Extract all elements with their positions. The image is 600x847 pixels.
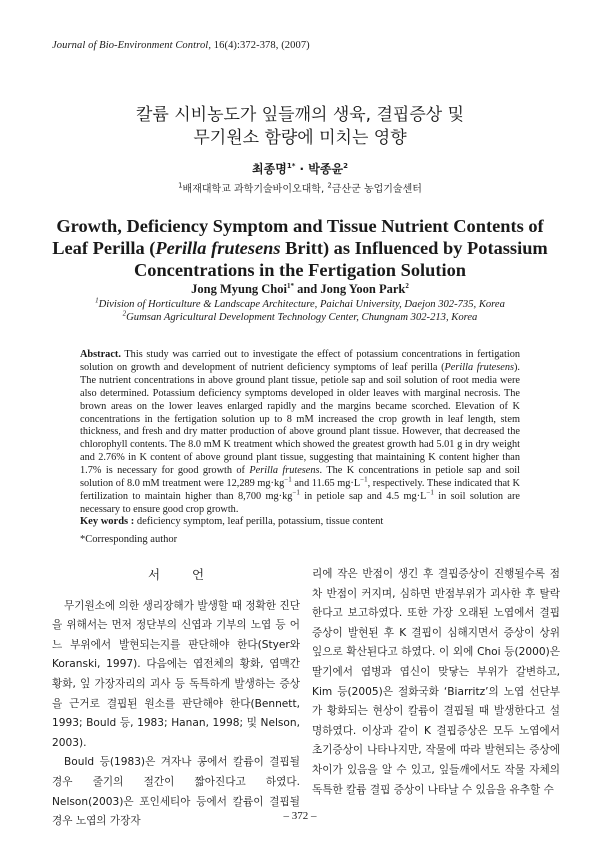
keywords-label: Key words :: [80, 516, 135, 527]
korean-affil2-mark: 2: [327, 181, 332, 190]
english-title-line3: Concentrations in the Fertigation Solution: [133, 260, 467, 280]
abstract-text-3: . The K concentrations in petiole sap and soil solution of 8.0 mM treatment were 12,289 mg·kg: [80, 465, 520, 490]
korean-affil2: 금산군 농업기술센터: [331, 184, 422, 195]
english-title-line1: Growth, Deficiency Symptom and Tissue Nutrient Contents of: [56, 216, 544, 236]
english-author2: Jong Yoon Park: [320, 282, 406, 296]
keywords-text: deficiency symptom, leaf perilla, potassium, tissue content: [134, 516, 384, 527]
english-title-line2a: Leaf Perilla (: [52, 238, 156, 258]
keywords: [80, 516, 520, 527]
korean-author-separator: ·: [295, 162, 309, 176]
english-author1-mark: 1*: [286, 281, 294, 290]
korean-title: [0, 104, 600, 150]
english-title-species: Perilla frutesens: [155, 238, 281, 258]
english-author2-mark: 2: [405, 281, 409, 290]
page-number: – 372 –: [283, 810, 317, 822]
korean-author1: 최종명: [252, 162, 287, 176]
section-heading-introduction: 서 언: [147, 567, 219, 582]
body-paragraph: 무기원소에 의한 생리장해가 발생할 때 정확한 진단을 위해서는 먼저 정단부의 신엽과 기부의 노엽 등 어느 부위에서 발현되는지를 판단해야 한다(Styer와 Koranski, 1997). 다음에는 엽전체의 황화, 엽맥간 황화, 잎 가장자리의 괴사 등 독특하게 발생하는 증상을 근거로 결핍된 원소를 판단해야 한다(Bennett, 1993; Bould 등, 1983; Hanan, 1998; 및 Nelson, 2003).: [52, 599, 300, 749]
korean-title-line1: 칼륨 시비농도가 잎들깨의 생육, 결핍증상 및: [135, 105, 465, 125]
body-paragraph: Bould 등(1983)은 겨자나 콩에서 칼륨이 결핍될 경우 줄기의 절간이 짧아진다고 하였다. Nelson(2003)은 포인세티아 등에서 칼륨이 결핍될 경우 노엽의 가장자: [52, 756, 300, 828]
abstract-species-2: Perilla frutesens: [249, 465, 320, 477]
abstract-species-1: Perilla frutesens: [444, 361, 514, 373]
english-affil2-mark: 2: [122, 309, 127, 318]
abstract-text-4: and 11.65 mg·L: [291, 478, 361, 490]
korean-affiliations: [0, 180, 600, 195]
english-affiliations: [0, 298, 600, 324]
abstract-text-1: This study was carried out to investigate the effect of potassium concentrations in fertigation solution on growth and development of nutrient deficiency symptoms of leaf perilla (: [80, 349, 520, 373]
english-title-line2b: Britt) as Influenced by Potassium: [280, 238, 548, 258]
abstract-unit-exp-c: −1: [292, 488, 300, 497]
korean-authors: [0, 160, 600, 177]
english-affil2: Gumsan Agricultural Development Technology Center, Chungnam 302-213, Korea: [126, 312, 478, 323]
abstract: [80, 349, 520, 517]
korean-author2-mark: 2: [343, 162, 348, 170]
corresponding-author-note: *Corresponding author: [80, 534, 178, 545]
journal-header: [52, 40, 310, 51]
english-title: [40, 215, 560, 281]
english-affil1: Division of Horticulture & Landscape Architecture, Paichai University, Daejon 302-735, Korea: [98, 299, 505, 310]
english-author1: Jong Myung Choi: [191, 282, 287, 296]
abstract-unit-exp-d: −1: [426, 488, 434, 497]
journal-citation: 16(4):372-378, (2007): [213, 40, 310, 51]
body-column-right: [312, 565, 560, 800]
abstract-label: Abstract.: [80, 349, 121, 360]
korean-affil1: 배재대학교 과학기술바이오대학,: [182, 184, 328, 195]
abstract-text-7: in soil solution are necessary to ensure good crop growth.: [80, 490, 520, 515]
korean-affil1-mark: 1: [178, 181, 183, 190]
abstract-unit-exp-a: −1: [284, 475, 292, 484]
english-author-and: and: [293, 282, 321, 296]
abstract-text-6: in petiole sap and 4.5 mg·L: [299, 490, 427, 502]
abstract-text-2: ). The nutrient concentrations in above ground plant tissue, petiole sap and soil solution of root media were also determined. Potassium deficiency symptoms developed in older leaves with marginal necrosis. The brown areas on the lower leaves enlarged rapidly and the margins became scorched. Elevation of K concentrations in the fertigation solution up to 8 mM increased the crop growth in leaf length, stem thickness, and fresh and dry matter production of above ground plant tissue. However, that decreased the chlorophyll contents. The 8.0 mM K treatment which showed the greatest growth had 5.01 g in dry weight and 2.76% in K content of above ground plant tissue, suggesting that maintaining K content higher than 1.7% is necessary for good growth of: [80, 361, 520, 477]
abstract-text-5: , respectively. These indicated that K fertilization to maintain higher than 8,700 mg·kg: [80, 478, 520, 502]
english-affil1-mark: 1: [95, 296, 99, 305]
body-paragraph: 리에 작은 반점이 생긴 후 결핍증상이 진행될수록 점차 반점이 커지며, 심하면 반점부위가 괴사한 후 탈락한다고 보고하였다. 또한 가장 오래된 노엽에서 결핍증상이 발현된 후 K 결핍이 심해지면서 증상이 상위 잎으로 확산된다고 하였다. 이 외에 Choi 등(2000)은 딸기에서 엽병과 엽신이 맞닿는 부위가 갈변하고, Kim 등(2005)은 절화국화 ‘Biarritz’의 노엽 선단부가 황화되는 현상이 칼륨이 결핍될 때 발생한다고 설명하였다. 이상과 같이 K 결핍증상은 모두 노엽에서 초기증상이 나타나지만, 작물에 따라 발현되는 증상에 차이가 있음을 알 수 있고, 잎들깨에서도 작물 자체의 독특한 칼륨 결핍 증상이 나타날 수 있음을 유추할 수: [312, 568, 560, 796]
body-column-left: [52, 565, 300, 832]
korean-author1-mark: 1*: [286, 162, 296, 170]
korean-author2: 박종윤: [308, 162, 344, 176]
english-authors: [0, 282, 600, 297]
korean-title-line2: 무기원소 함량에 미치는 영향: [193, 128, 407, 148]
abstract-unit-exp-b: −1: [360, 475, 368, 484]
journal-name: Journal of Bio-Environment Control,: [52, 40, 212, 51]
